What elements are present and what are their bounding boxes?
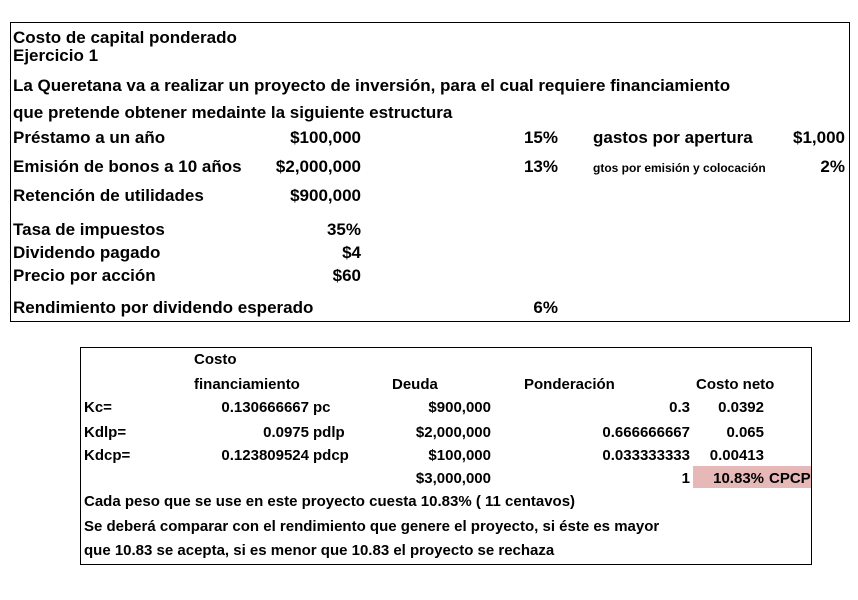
bond-fee-value: 2% xyxy=(820,157,845,176)
header-cost-line-2: financiamiento xyxy=(194,376,300,393)
row-debt: $100,000 xyxy=(428,447,491,464)
header-cost-line-1: Costo xyxy=(194,351,237,368)
bond-rate: 13% xyxy=(523,157,558,176)
row-weight: 0.033333333 xyxy=(602,447,690,464)
row-cost: 0.0975 xyxy=(263,424,309,441)
description-line-2: que pretende obtener medainte la siguiente estructura xyxy=(13,103,453,122)
tax-rate-value: 35% xyxy=(326,220,361,239)
row-weight: 0.3 xyxy=(669,399,690,416)
loan-label: Préstamo a un año xyxy=(13,128,166,147)
header-net-cost: Costo neto xyxy=(696,376,775,393)
wacc-tag: CPCP xyxy=(769,470,811,487)
tax-rate-label: Tasa de impuestos xyxy=(13,220,165,239)
row-label: Kdcp= xyxy=(84,447,131,464)
row-label: Kc= xyxy=(84,399,112,416)
dividend-yield-label: Rendimiento por dividendo esperado xyxy=(13,298,314,317)
row-net-cost: 0.0392 xyxy=(718,399,764,416)
conclusion-line-1: Cada peso que se use en este proyecto cuesta 10.83% ( 11 centavos) xyxy=(84,493,576,510)
row-net-cost: 0.00413 xyxy=(709,447,764,464)
share-price-value: $60 xyxy=(332,266,361,285)
loan-fee-value: $1,000 xyxy=(793,128,845,147)
loan-fee-label: gastos por apertura xyxy=(593,128,753,147)
bond-fee-label: gtos por emisión y colocación xyxy=(593,161,766,175)
conclusion-line-3: que 10.83 se acepta, si es menor que 10.83 el proyecto se rechaza xyxy=(84,542,555,559)
share-price-label: Precio por acción xyxy=(13,266,156,285)
dividend-value: $4 xyxy=(342,243,361,262)
row-cost: 0.130666667 xyxy=(221,399,309,416)
dividend-label: Dividendo pagado xyxy=(13,243,161,262)
loan-rate: 15% xyxy=(523,128,558,147)
retained-earnings-label: Retención de utilidades xyxy=(13,186,204,205)
row-code: pc xyxy=(313,399,331,416)
total-debt: $3,000,000 xyxy=(415,470,491,487)
total-weight: 1 xyxy=(681,470,690,487)
header-weight: Ponderación xyxy=(524,376,615,393)
row-debt: $2,000,000 xyxy=(415,424,491,441)
row-label: Kdlp= xyxy=(84,424,127,441)
conclusion-line-2: Se deberá comparar con el rendimiento que genere el proyecto, si éste es mayor xyxy=(84,518,660,535)
row-net-cost: 0.065 xyxy=(726,424,764,441)
loan-amount: $100,000 xyxy=(290,128,361,147)
wacc-result: 10.83% xyxy=(713,470,764,487)
header-debt: Deuda xyxy=(392,376,438,393)
page-title: Costo de capital ponderado xyxy=(13,28,237,47)
row-debt: $900,000 xyxy=(428,399,491,416)
row-weight: 0.666666667 xyxy=(602,424,690,441)
exercise-label: Ejercicio 1 xyxy=(13,46,99,65)
row-code: pdlp xyxy=(313,424,345,441)
bond-amount: $2,000,000 xyxy=(275,157,361,176)
row-cost: 0.123809524 xyxy=(221,447,309,464)
dividend-yield-value: 6% xyxy=(533,298,558,317)
bond-label: Emisión de bonos a 10 años xyxy=(13,157,242,176)
description-line-1: La Queretana va a realizar un proyecto de inversión, para el cual requiere financiamiento xyxy=(13,76,731,95)
row-code: pdcp xyxy=(313,447,349,464)
retained-earnings-amount: $900,000 xyxy=(290,186,361,205)
